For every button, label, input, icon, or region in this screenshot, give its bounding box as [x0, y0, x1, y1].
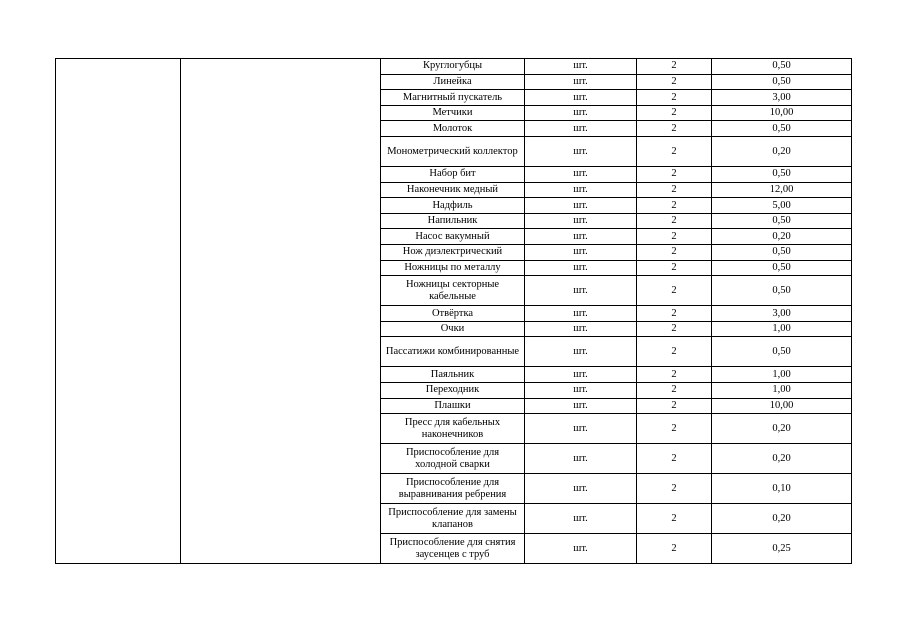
item-name-cell: Молоток [381, 121, 525, 137]
item-name-cell: Переходник [381, 382, 525, 398]
item-name-cell: Приспособление для снятия заусенцев с труб [381, 534, 525, 564]
unit-cell: шт. [525, 367, 637, 383]
unit-cell: шт. [525, 398, 637, 414]
value-cell: 10,00 [712, 105, 852, 121]
value-cell: 0,50 [712, 276, 852, 306]
unit-cell: шт. [525, 414, 637, 444]
unit-cell: шт. [525, 182, 637, 198]
item-name-cell: Метчики [381, 105, 525, 121]
item-name-cell: Набор бит [381, 166, 525, 182]
quantity-cell: 2 [637, 260, 712, 276]
quantity-cell: 2 [637, 90, 712, 106]
item-name-cell: Наконечник медный [381, 182, 525, 198]
unit-cell: шт. [525, 504, 637, 534]
item-name-cell: Магнитный пускатель [381, 90, 525, 106]
value-cell: 3,00 [712, 90, 852, 106]
value-cell: 0,50 [712, 337, 852, 367]
quantity-cell: 2 [637, 306, 712, 322]
quantity-cell: 2 [637, 382, 712, 398]
value-cell: 1,00 [712, 367, 852, 383]
quantity-cell: 2 [637, 59, 712, 75]
item-name-cell: Круглогубцы [381, 59, 525, 75]
value-cell: 1,00 [712, 382, 852, 398]
item-name-cell: Плашки [381, 398, 525, 414]
value-cell: 0,50 [712, 166, 852, 182]
unit-cell: шт. [525, 121, 637, 137]
value-cell: 1,00 [712, 321, 852, 337]
unit-cell: шт. [525, 382, 637, 398]
quantity-cell: 2 [637, 276, 712, 306]
item-name-cell: Приспособление для холодной сварки [381, 444, 525, 474]
unit-cell: шт. [525, 90, 637, 106]
unit-cell: шт. [525, 213, 637, 229]
quantity-cell: 2 [637, 166, 712, 182]
value-cell: 0,50 [712, 74, 852, 90]
quantity-cell: 2 [637, 321, 712, 337]
empty-category-cell [181, 59, 381, 564]
quantity-cell: 2 [637, 244, 712, 260]
unit-cell: шт. [525, 244, 637, 260]
quantity-cell: 2 [637, 74, 712, 90]
value-cell: 0,50 [712, 244, 852, 260]
item-name-cell: Приспособление для выравнивания ребрения [381, 474, 525, 504]
quantity-cell: 2 [637, 213, 712, 229]
unit-cell: шт. [525, 198, 637, 214]
item-name-cell: Отвёртка [381, 306, 525, 322]
quantity-cell: 2 [637, 136, 712, 166]
quantity-cell: 2 [637, 474, 712, 504]
item-name-cell: Насос вакумный [381, 229, 525, 245]
value-cell: 0,50 [712, 260, 852, 276]
value-cell: 0,50 [712, 59, 852, 75]
inventory-table [55, 58, 852, 564]
value-cell: 0,20 [712, 136, 852, 166]
value-cell: 5,00 [712, 198, 852, 214]
unit-cell: шт. [525, 105, 637, 121]
unit-cell: шт. [525, 59, 637, 75]
item-name-cell: Напильник [381, 213, 525, 229]
value-cell: 0,20 [712, 414, 852, 444]
quantity-cell: 2 [637, 398, 712, 414]
item-name-cell: Монометрический коллектор [381, 136, 525, 166]
unit-cell: шт. [525, 534, 637, 564]
value-cell: 3,00 [712, 306, 852, 322]
empty-number-cell [56, 59, 181, 564]
value-cell: 10,00 [712, 398, 852, 414]
item-name-cell: Очки [381, 321, 525, 337]
quantity-cell: 2 [637, 229, 712, 245]
quantity-cell: 2 [637, 105, 712, 121]
value-cell: 0,50 [712, 121, 852, 137]
item-name-cell: Пресс для кабельных наконечников [381, 414, 525, 444]
item-name-cell: Паяльник [381, 367, 525, 383]
quantity-cell: 2 [637, 444, 712, 474]
table-row [56, 59, 852, 75]
unit-cell: шт. [525, 136, 637, 166]
quantity-cell: 2 [637, 198, 712, 214]
quantity-cell: 2 [637, 337, 712, 367]
item-name-cell: Нож диэлектрический [381, 244, 525, 260]
unit-cell: шт. [525, 74, 637, 90]
item-name-cell: Ножницы секторные кабельные [381, 276, 525, 306]
unit-cell: шт. [525, 444, 637, 474]
item-name-cell: Пассатижи комбинированные [381, 337, 525, 367]
quantity-cell: 2 [637, 414, 712, 444]
unit-cell: шт. [525, 260, 637, 276]
item-name-cell: Приспособление для замены клапанов [381, 504, 525, 534]
unit-cell: шт. [525, 306, 637, 322]
value-cell: 0,25 [712, 534, 852, 564]
unit-cell: шт. [525, 229, 637, 245]
item-name-cell: Надфиль [381, 198, 525, 214]
quantity-cell: 2 [637, 182, 712, 198]
value-cell: 0,20 [712, 444, 852, 474]
unit-cell: шт. [525, 474, 637, 504]
value-cell: 0,20 [712, 229, 852, 245]
item-name-cell: Линейка [381, 74, 525, 90]
inventory-table-body [56, 59, 852, 564]
quantity-cell: 2 [637, 504, 712, 534]
unit-cell: шт. [525, 337, 637, 367]
unit-cell: шт. [525, 321, 637, 337]
quantity-cell: 2 [637, 121, 712, 137]
value-cell: 0,10 [712, 474, 852, 504]
quantity-cell: 2 [637, 367, 712, 383]
unit-cell: шт. [525, 276, 637, 306]
quantity-cell: 2 [637, 534, 712, 564]
value-cell: 0,50 [712, 213, 852, 229]
unit-cell: шт. [525, 166, 637, 182]
value-cell: 0,20 [712, 504, 852, 534]
item-name-cell: Ножницы по металлу [381, 260, 525, 276]
value-cell: 12,00 [712, 182, 852, 198]
